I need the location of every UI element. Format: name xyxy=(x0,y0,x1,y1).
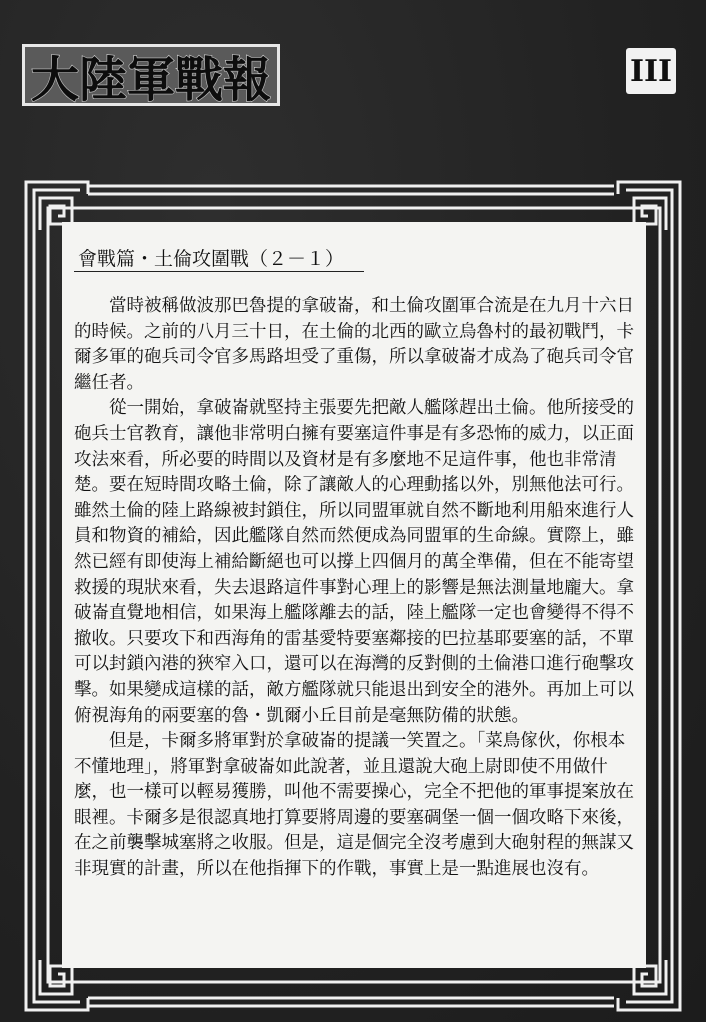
paragraph: 當時被稱做波那巴魯提的拿破崙，和土倫攻圍軍合流是在九月十六日的時候。之前的八月三十日，在土倫的北西的歐立烏魯村的最初戰鬥，卡爾多軍的砲兵司令官多馬路坦受了重傷，所以拿破崙才成為了砲兵司令官繼任者。 xyxy=(74,296,634,393)
book-title: 大陸軍戰報 xyxy=(30,51,271,108)
heading-underline xyxy=(74,271,364,272)
volume-badge: III xyxy=(626,48,676,94)
article-body xyxy=(74,294,640,883)
paragraph: 但是，卡爾多將軍對於拿破崙的提議一笑置之。「菜鳥傢伙，你根本不懂地理」，將軍對拿破崙如此說著，並且還說大砲上尉即使不用做什麼，也一樣可以輕易獲勝，叫他不需要操心，完全不把他的軍事提案放在眼裡。卡爾多是很認真地打算要將周邊的要塞碉堡一個一個攻略下來後，在之前襲擊城塞將之收服。但是，這是個完全沒考慮到大砲射程的無謀又非現實的計畫，所以在他指揮下的作戰，事實上是一點進展也沒有。 xyxy=(74,731,634,880)
section-heading: 會戰篇・土倫攻圍戰（２－１） xyxy=(78,248,345,270)
paragraph: 從一開始，拿破崙就堅持主張要先把敵人艦隊趕出土倫。他所接受的砲兵士官教育，讓他非常明白擁有要塞這件事是有多恐怖的威力，以正面攻法來看，所必要的時間以及資材是有多麼地不足這件事，他也非常清楚。要在短時間攻略土倫，除了讓敵人的心理動搖以外，別無他法可行。雖然土倫的陸上路線被封鎖住，所以同盟軍就自然不斷地利用船來進行人員和物資的補給，因此艦隊自然而然便成為同盟軍的生命線。實際上，雖然已經有即使海上補給斷絕也可以撐上四個月的萬全準備，但在不能寄望救援的現狀來看，失去退路這件事對心理上的影響是無法測量地龐大。拿破崙直覺地相信，如果海上艦隊離去的話，陸上艦隊一定也會變得不得不撤收。只要攻下和西海角的雷基愛特要塞鄰接的巴拉基耶要塞的話，不單可以封鎖內港的狹窄入口，還可以在海灣的反對側的土倫港口進行砲擊攻擊。如果變成這樣的話，敵方艦隊就只能退出到安全的港外。再加上可以俯視海角的兩要塞的魯・凱爾小丘目前是毫無防備的狀態。 xyxy=(74,398,634,726)
